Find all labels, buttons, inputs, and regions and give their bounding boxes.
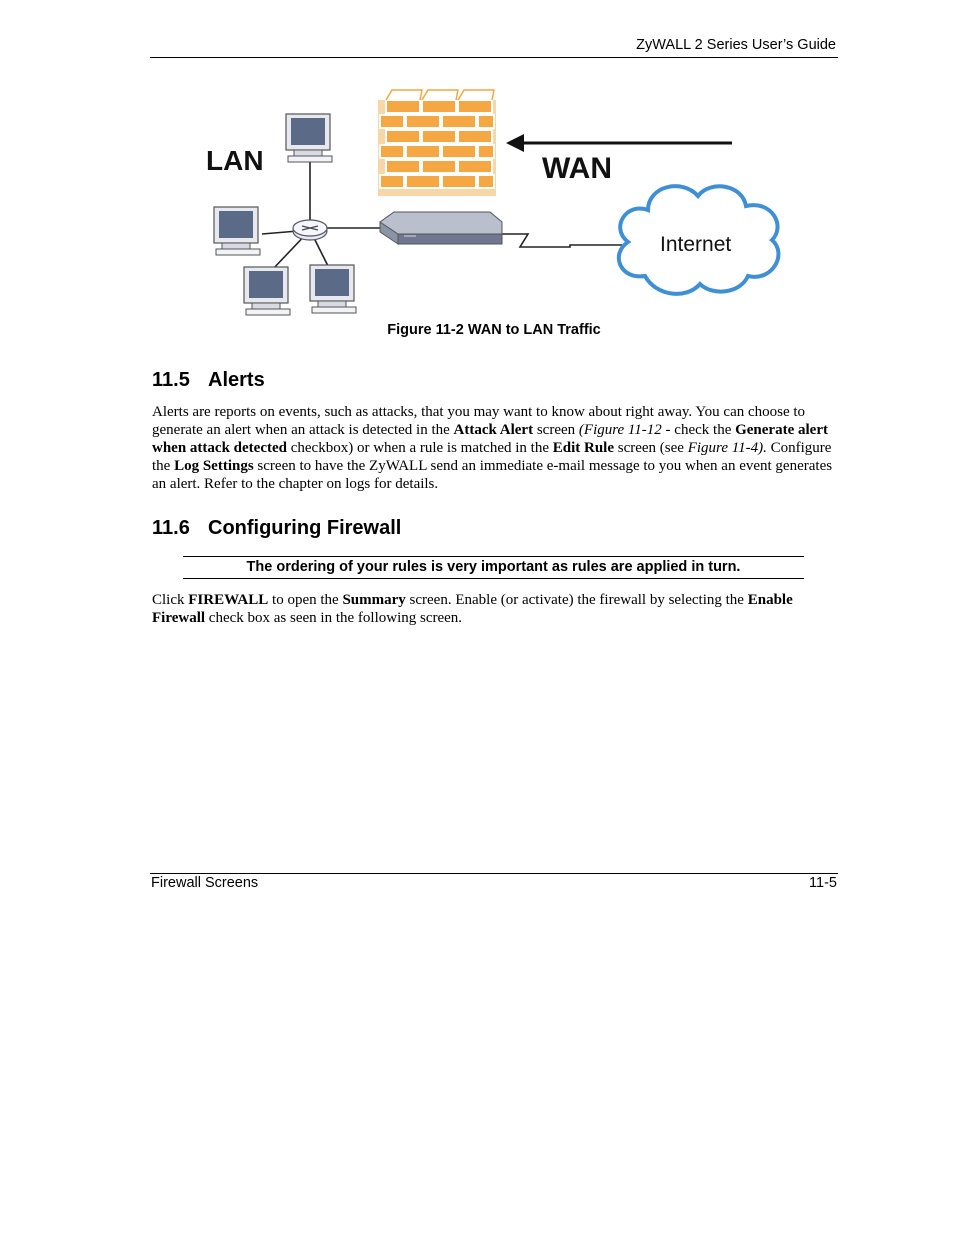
header-divider <box>150 57 838 58</box>
internet-label: Internet <box>660 233 732 256</box>
footer-divider <box>150 873 838 874</box>
section-title: Configuring Firewall <box>208 517 402 539</box>
text-run: screen. Enable (or activate) the firewall by selecting the <box>405 592 748 608</box>
router-icon <box>293 220 327 240</box>
footer-chapter: Firewall Screens <box>151 875 259 891</box>
text-run: screen (see <box>614 439 688 456</box>
attack-alert-term: Attack Alert <box>453 421 534 438</box>
section-number: 11.5 <box>152 369 190 391</box>
page-number: 11-5 <box>809 875 837 891</box>
text-run: screen to have the ZyWALL send an immediate e-mail message to you when an event generates an alert. Refer to the chapter on logs for details. <box>152 457 833 492</box>
section-heading-configuring-firewall <box>152 517 401 540</box>
text-run: check the <box>670 421 736 438</box>
log-settings-term: Log Settings <box>174 457 254 474</box>
generate-alert-term: Generate alert when attack detected <box>152 421 828 456</box>
figure-reference: Figure 11-4). <box>687 439 767 456</box>
text-run: to open the <box>268 592 343 608</box>
lan-computer-icon <box>244 267 290 315</box>
firewall-icon <box>378 90 496 196</box>
text-run: Click <box>152 592 189 608</box>
running-header: ZyWALL 2 Series User’s Guide <box>636 37 836 53</box>
section-number: 11.6 <box>152 517 190 539</box>
lan-computer-icon <box>214 207 260 255</box>
internet-cloud-icon <box>619 186 779 294</box>
lan-label: LAN <box>206 145 264 176</box>
lan-computer-icon <box>310 265 356 313</box>
edit-rule-term: Edit Rule <box>552 439 614 456</box>
text-run: screen <box>533 421 579 438</box>
figure-reference: (Figure 11-12 - <box>578 421 671 438</box>
enable-firewall-term: Enable Firewall <box>152 592 793 626</box>
summary-term: Summary <box>342 592 406 608</box>
wan-to-lan-diagram <box>190 82 790 322</box>
section-heading-alerts <box>152 369 265 392</box>
lan-computer-icon <box>286 114 332 162</box>
alerts-paragraph <box>152 404 838 494</box>
traffic-arrow-icon <box>506 134 732 152</box>
text-run: Alerts are reports on events, such as attacks, that you may want to know about right away. You can choose to generate an alert when an attack is detected in the <box>152 404 806 438</box>
firewall-menu-term: FIREWALL <box>188 592 269 608</box>
figure-caption: Figure 11-2 WAN to LAN Traffic <box>387 322 601 338</box>
text-run: Configure the <box>152 439 832 474</box>
zywall-device-icon <box>380 212 502 244</box>
firewall-paragraph <box>152 592 838 628</box>
section-title: Alerts <box>208 369 265 391</box>
note-box <box>183 556 804 579</box>
text-run: checkbox) or when a rule is matched in the <box>286 439 553 456</box>
wan-label: WAN <box>542 152 612 185</box>
note-text: The ordering of your rules is very important as rules are applied in turn. <box>246 559 741 575</box>
text-run: check box as seen in the following screen. <box>205 609 463 626</box>
